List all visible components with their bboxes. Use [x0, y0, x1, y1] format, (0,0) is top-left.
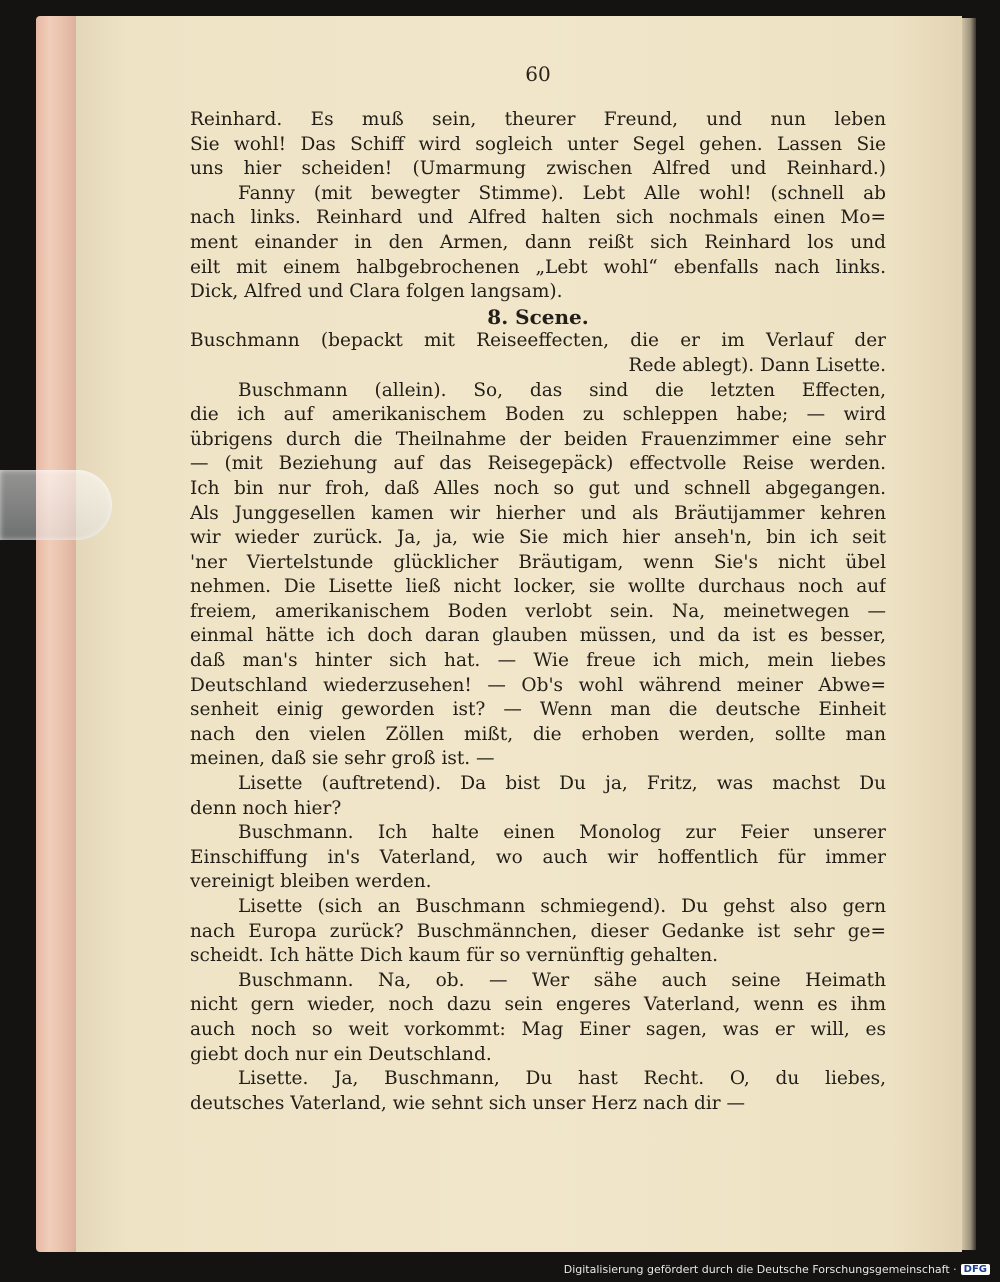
text-line: nach Europa zurück? Buschmännchen, dieser Gedanke ist sehr ge= [190, 920, 886, 942]
text-line: 'ner Viertelstunde glücklicher Bräutigam, wenn Sie's nicht übel [190, 551, 886, 573]
text-line: nicht gern wieder, noch dazu sein engeres Vaterland, wenn es ihm [190, 994, 886, 1016]
book-page-edge-right [962, 18, 976, 1250]
text-line: auch noch so weit vorkommt: Mag Einer sagen, was er will, es [190, 1018, 886, 1040]
text-line: Lisette. Ja, Buschmann, Du hast Recht. O, du liebes, [238, 1068, 886, 1090]
glass-clip [0, 470, 112, 540]
text-line: daß man's hinter sich hat. — Wie freue ich mich, mein liebes [190, 650, 886, 672]
book-page-edge-left [36, 16, 80, 1252]
text-line: — (mit Beziehung auf das Reisegepäck) effectvolle Reise werden. [190, 453, 886, 475]
text-line: scheidt. Ich hätte Dich kaum für so vernünftig gehalten. [190, 945, 718, 967]
page-text [190, 108, 886, 1116]
text-line: nach links. Reinhard und Alfred halten sich nochmals einen Mo= [190, 207, 886, 229]
dfg-logo-icon: DFG [961, 1264, 990, 1275]
text-line: Buschmann (allein). So, das sind die letzten Effecten, [238, 379, 886, 401]
footer-text: Digitalisierung gefördert durch die Deutsche Forschungsgemeinschaft · [563, 1263, 957, 1276]
text-line: freiem, amerikanischem Boden verlobt sein. Na, meinetwegen — [190, 600, 886, 622]
text-line: Buschmann. Na, ob. — Wer sähe auch seine Heimath [238, 969, 886, 991]
text-line: Einschiffung in's Vaterland, wo auch wir hoffentlich für immer [190, 846, 886, 868]
page-number: 60 [525, 62, 551, 86]
text-line: Reinhard. Es muß sein, theurer Freund, und nun leben [190, 109, 886, 130]
text-line: Deutschland wiederzusehen! — Ob's wohl während meiner Abwe= [190, 674, 886, 696]
text-line: giebt doch nur ein Deutschland. [190, 1043, 492, 1065]
text-line: uns hier scheiden! (Umarmung zwischen Alfred und Reinhard.) [190, 158, 886, 180]
text-line: deutsches Vaterland, wie sehnt sich unser Herz nach dir — [190, 1092, 745, 1114]
text-line: Sie wohl! Das Schiff wird sogleich unter Segel gehen. Lassen Sie [190, 133, 886, 155]
text-line: meinen, daß sie sehr groß ist. — [190, 748, 495, 770]
text-line: senheit einig geworden ist? — Wenn man die deutsche Einheit [190, 699, 886, 721]
text-line: Buschmann (bepackt mit Reiseeffecten, die er im Verlauf der [190, 330, 886, 352]
text-line: übrigens durch die Theilnahme der beiden Frauenzimmer eine sehr [190, 428, 886, 450]
text-line: ment einander in den Armen, dann reißt sich Reinhard los und [190, 231, 886, 253]
text-line: Lisette (sich an Buschmann schmiegend). Du gehst also gern [238, 896, 886, 917]
text-line: Fanny (mit bewegter Stimme). Lebt Alle wohl! (schnell ab [238, 182, 886, 204]
text-line: nehmen. Die Lisette ließ nicht locker, sie wollte durchaus noch auf [190, 576, 886, 598]
text-line: vereinigt bleiben werden. [190, 871, 432, 893]
footer-credit [564, 1263, 990, 1276]
text-line: wir wieder zurück. Ja, ja, wie Sie mich hier anseh'n, bin ich seit [190, 527, 886, 549]
text-line: Als Junggesellen kamen wir hierher und als Bräutijammer kehren [190, 502, 886, 524]
text-line: Buschmann. Ich halte einen Monolog zur Feier unserer [238, 822, 886, 844]
text-line: Ich bin nur froh, daß Alles noch so gut und schnell abgegangen. [190, 477, 886, 499]
text-line: Lisette (auftretend). Da bist Du ja, Fritz, was machst Du [238, 773, 886, 795]
text-line: die ich auf amerikanischem Boden zu schleppen habe; — wird [190, 404, 886, 426]
scene-heading: 8. Scene. [487, 304, 589, 329]
text-line: eilt mit einem halbgebrochenen „Lebt wohl“ ebenfalls nach links. [190, 256, 886, 278]
text-line: Dick, Alfred und Clara folgen langsam). [190, 281, 563, 303]
text-line: einmal hätte ich doch daran glauben müssen, und da ist es besser, [190, 625, 886, 647]
text-line: nach den vielen Zöllen mißt, die erhoben werden, sollte man [190, 723, 886, 745]
text-line: denn noch hier? [190, 797, 342, 819]
text-line: Rede ablegt). Dann Lisette. [628, 354, 886, 376]
